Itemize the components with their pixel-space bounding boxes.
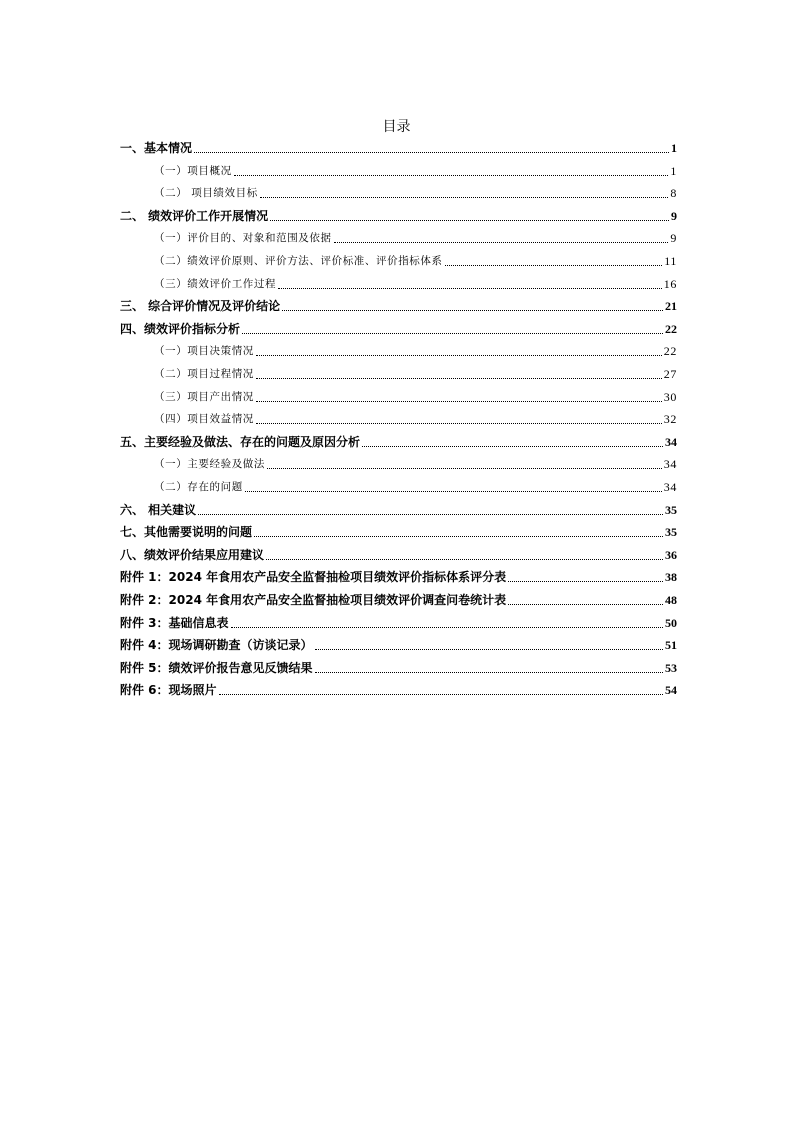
toc-entry[interactable] xyxy=(120,502,677,518)
toc-entry[interactable] xyxy=(120,434,677,450)
toc-entry-page-number: 35 xyxy=(665,525,677,540)
toc-entry-page-number: 1 xyxy=(670,163,677,178)
toc-entry-label: 一、基本情况 xyxy=(120,141,193,155)
toc-entry-label: 附件 3：基础信息表 xyxy=(120,615,229,630)
toc-entry-label: （三）绩效评价工作过程 xyxy=(154,277,277,290)
toc-entry[interactable] xyxy=(120,230,677,246)
toc-entry-page-number: 54 xyxy=(665,683,677,698)
toc-entry-label: 附件 6：现场照片 xyxy=(120,683,217,698)
toc-dot-leader xyxy=(242,333,663,334)
toc-entry[interactable] xyxy=(120,163,677,179)
toc-dot-leader xyxy=(231,627,663,628)
toc-entry-page-number: 35 xyxy=(665,502,677,517)
toc-dot-leader xyxy=(315,649,663,650)
toc-dot-leader xyxy=(260,197,669,198)
toc-dot-leader xyxy=(254,536,663,537)
toc-entry-label: （二） 项目绩效目标 xyxy=(154,187,258,200)
toc-dot-leader xyxy=(362,446,663,447)
toc-entry-page-number: 34 xyxy=(663,457,677,472)
toc-dot-leader xyxy=(219,694,663,695)
toc-entry[interactable] xyxy=(120,682,677,698)
toc-dot-leader xyxy=(256,401,662,402)
toc-dot-leader xyxy=(270,220,669,221)
toc-dot-leader xyxy=(194,152,669,153)
toc-entry-label: 五、主要经验及做法、存在的问题及原因分析 xyxy=(120,434,361,449)
toc-entry-label: （三）项目产出情况 xyxy=(154,390,254,403)
toc-entry[interactable] xyxy=(120,253,677,269)
toc-dot-leader xyxy=(256,423,662,424)
toc-entry-page-number: 30 xyxy=(663,389,677,404)
toc-entry[interactable] xyxy=(120,298,677,314)
toc-dot-leader xyxy=(278,288,662,289)
toc-entry[interactable] xyxy=(120,456,677,472)
toc-entry[interactable] xyxy=(120,185,677,201)
toc-entry-label: （一）项目概况 xyxy=(154,164,232,177)
toc-entry-page-number: 22 xyxy=(665,321,677,336)
toc-entry-label: （一）项目决策情况 xyxy=(154,345,254,358)
toc-entry-label: 八、绩效评价结果应用建议 xyxy=(120,547,265,562)
toc-entry[interactable] xyxy=(120,569,677,585)
toc-entry[interactable] xyxy=(120,660,677,676)
toc-entry[interactable] xyxy=(120,321,677,337)
toc-entry-label: （一）主要经验及做法 xyxy=(154,458,265,471)
toc-entry-page-number: 9 xyxy=(671,208,677,223)
toc-dot-leader xyxy=(334,242,669,243)
toc-entry[interactable] xyxy=(120,208,677,224)
page-title: 目录 xyxy=(382,119,411,135)
toc-entry-label: 附件 2：2024 年食用农产品安全监督抽检项目绩效评价调查问卷统计表 xyxy=(120,593,507,607)
toc-entry-page-number: 1 xyxy=(671,141,677,155)
toc-entry[interactable] xyxy=(120,615,677,631)
toc-entry-label: （二）项目过程情况 xyxy=(154,368,254,380)
toc-entry-page-number: 36 xyxy=(665,547,677,562)
toc-entry-label: （一）评价目的、对象和范围及依据 xyxy=(154,232,332,245)
toc-entry-page-number: 22 xyxy=(663,344,677,359)
toc-entry-page-number: 21 xyxy=(665,299,677,314)
toc-entry-page-number: 32 xyxy=(663,412,677,427)
toc-entry-label: 六、 相关建议 xyxy=(120,502,197,517)
toc-dot-leader xyxy=(508,604,663,605)
toc-entry-label: 附件 1：2024 年食用农产品安全监督抽检项目绩效评价指标体系评分表 xyxy=(120,570,507,585)
toc-entry-page-number: 50 xyxy=(665,615,677,630)
toc-entry-page-number: 11 xyxy=(664,254,677,268)
toc-dot-leader xyxy=(508,581,663,582)
toc-dot-leader xyxy=(266,559,663,560)
toc-entry[interactable] xyxy=(120,524,677,540)
toc-entry-page-number: 34 xyxy=(665,434,677,449)
toc-entry-page-number: 38 xyxy=(665,570,677,585)
toc-entry[interactable] xyxy=(120,140,677,156)
toc-entry[interactable] xyxy=(120,389,677,405)
toc-entry[interactable] xyxy=(120,547,677,563)
toc-dot-leader xyxy=(256,355,662,356)
toc-entry-label: 三、 综合评价情况及评价结论 xyxy=(120,299,281,314)
toc-entry-label: 二、 绩效评价工作开展情况 xyxy=(120,208,269,223)
toc-entry[interactable] xyxy=(120,411,677,427)
toc-dot-leader xyxy=(234,175,669,176)
toc-entry-page-number: 16 xyxy=(663,276,677,291)
toc-entry-label: 附件 5：绩效评价报告意见反馈结果 xyxy=(120,660,313,675)
toc-dot-leader xyxy=(315,672,663,673)
toc-entry-page-number: 48 xyxy=(665,593,677,607)
toc-entry[interactable] xyxy=(120,592,677,608)
toc-dot-leader xyxy=(282,310,663,311)
toc-dot-leader xyxy=(445,265,663,266)
toc-entry[interactable] xyxy=(120,343,677,359)
toc-entry-page-number: 34 xyxy=(663,480,677,494)
toc-entry-page-number: 53 xyxy=(665,660,677,675)
toc-entry[interactable] xyxy=(120,479,677,495)
toc-entry[interactable] xyxy=(120,276,677,292)
toc-dot-leader xyxy=(198,514,663,515)
toc-entry-label: （二）存在的问题 xyxy=(154,481,243,493)
toc-dot-leader xyxy=(256,378,662,379)
toc-entry-page-number: 8 xyxy=(670,186,677,201)
toc-entry-label: 附件 4：现场调研勘查（访谈记录） xyxy=(120,638,313,653)
toc-entry[interactable] xyxy=(120,366,677,382)
toc-entry-label: 七、其他需要说明的问题 xyxy=(120,525,253,540)
toc-entry-page-number: 27 xyxy=(663,367,677,381)
toc-entry-page-number: 9 xyxy=(670,231,677,246)
toc-dot-leader xyxy=(267,468,662,469)
toc-entry-label: （四）项目效益情况 xyxy=(154,413,254,426)
toc-entry[interactable] xyxy=(120,637,677,653)
toc-entry-label: 四、绩效评价指标分析 xyxy=(120,321,241,336)
toc-entry-page-number: 51 xyxy=(665,638,677,653)
toc-entry-label: （二）绩效评价原则、评价方法、评价标准、评价指标体系 xyxy=(154,255,443,267)
toc-dot-leader xyxy=(245,491,662,492)
